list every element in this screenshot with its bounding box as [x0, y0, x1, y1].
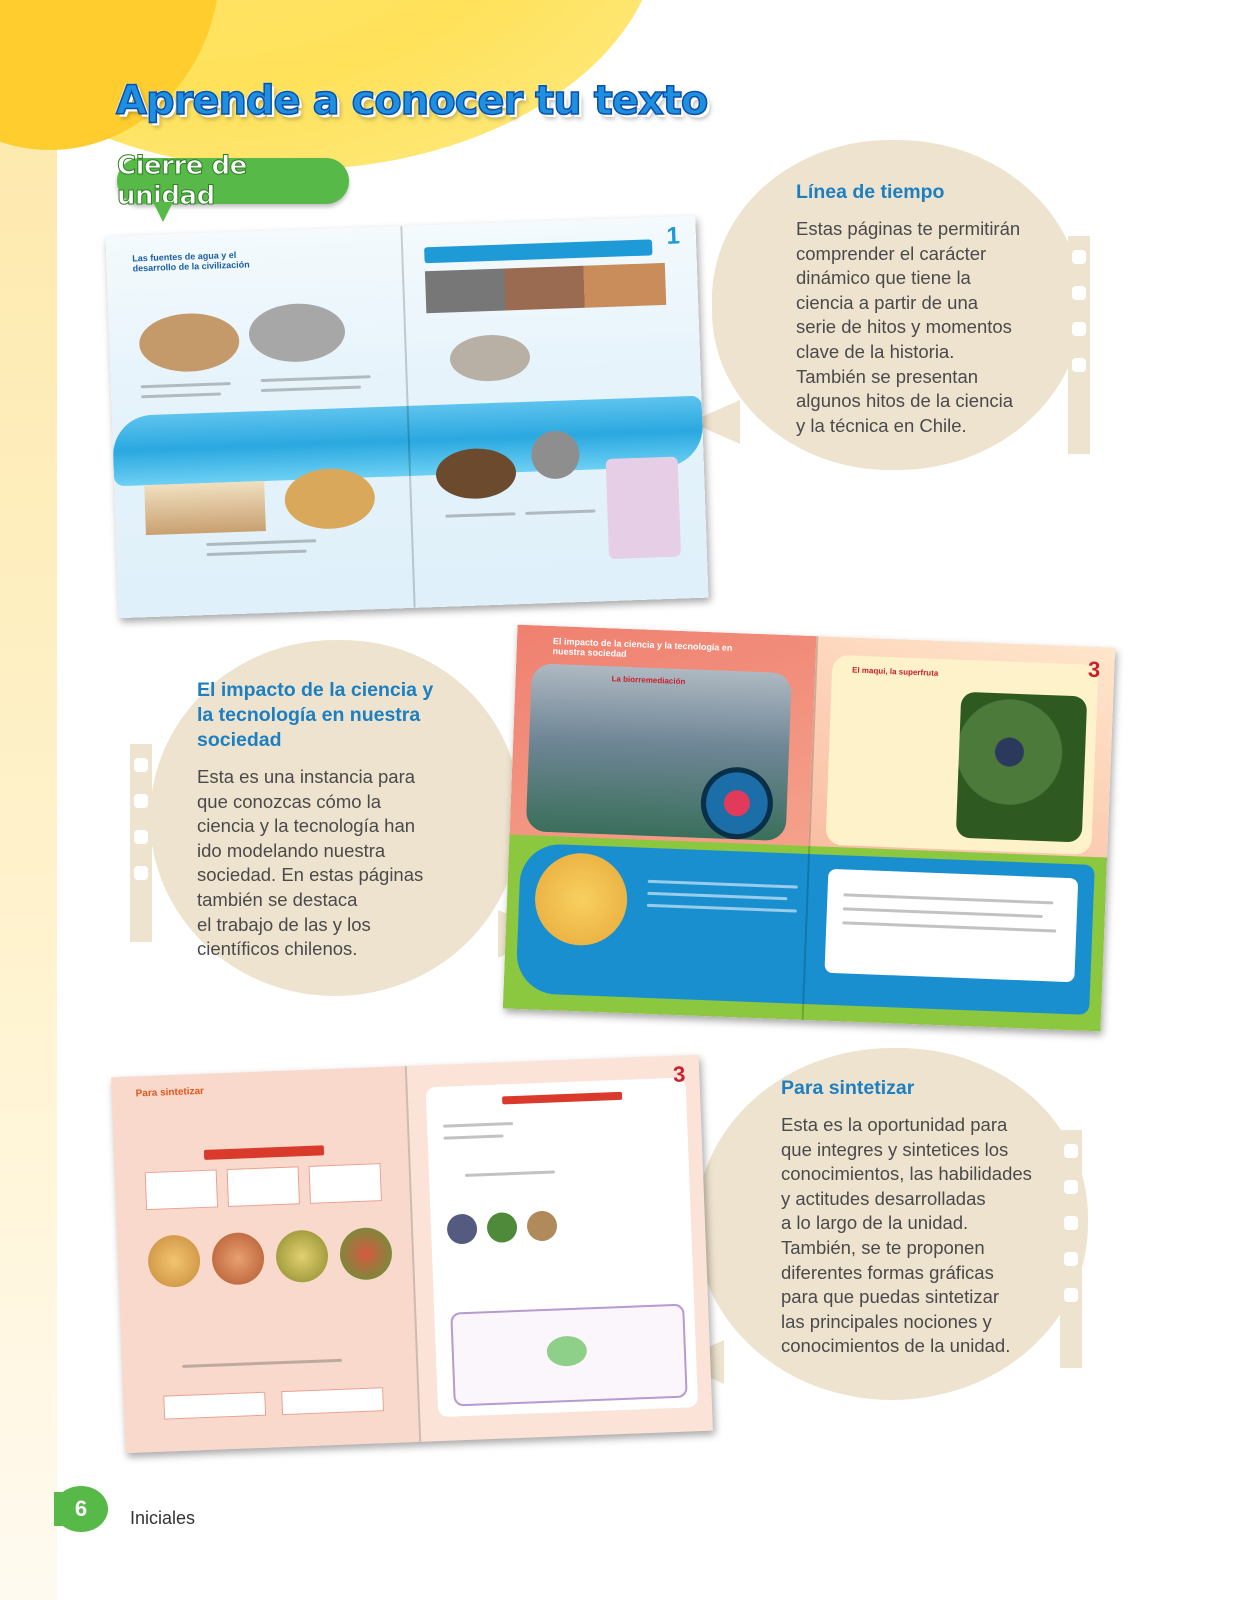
spread-left-title: El impacto de la ciencia y la tecnología en nuestra sociedad: [552, 636, 733, 659]
text-line: [206, 539, 316, 546]
callout-body: Esta es una instancia para que conozcas cómo la ciencia y la tecnología han ido modelando nuestra sociedad. En estas páginas también se destaca el trabajo de las y los científicos chilenos.: [197, 766, 424, 960]
concept-box: [145, 1169, 218, 1210]
spread-impact: [503, 625, 1115, 1032]
text-line: [261, 375, 371, 382]
spread-timeline: [106, 216, 709, 618]
callout-text-summary: [781, 1076, 1051, 1359]
callout-heading: Línea de tiempo: [796, 181, 945, 203]
torn-edge-timeline: [1068, 236, 1090, 454]
photo-pyramids: [144, 481, 266, 535]
unit-number: 3: [672, 1061, 686, 1087]
page-number: 6: [74, 1496, 88, 1521]
callout-heading: Para sintetizar: [781, 1077, 915, 1099]
photo-steam-engine: [435, 447, 517, 500]
photo-babylon: [138, 312, 240, 373]
concept-box: [309, 1163, 382, 1204]
chile-banner: [424, 239, 652, 263]
photo-aqueduct: [248, 302, 346, 363]
callout-body: Esta es la oportunidad para que integres y sintetices los conocimientos, las habilidades y actitudes desarrolladas a lo largo de la unidad. También, se te proponen diferentes formas gráficas para que puedas sintetizar las principales nociones y conocimientos de la unidad.: [781, 1114, 1032, 1357]
section-tag: [117, 151, 349, 211]
spread-left-title: Las fuentes de agua y el desarrollo de la civilización: [132, 249, 250, 274]
info-box: [606, 457, 681, 559]
text-line: [261, 386, 361, 392]
footer-section-label: Iniciales: [130, 1508, 196, 1528]
text-line: [207, 550, 307, 556]
torn-edge-summary: [1060, 1130, 1082, 1368]
photo-lake: [449, 334, 531, 383]
torn-edge-impact: [130, 744, 152, 942]
text-line: [525, 509, 595, 514]
photo-maqui: [956, 692, 1088, 843]
callout-heading: El impacto de la ciencia y la tecnología en nuestra sociedad: [197, 679, 434, 751]
concept-box: [281, 1387, 384, 1415]
callout-text-timeline: [796, 180, 1046, 438]
page-title: Aprende a conocer tu texto: [116, 78, 708, 124]
unit-number: 1: [666, 222, 681, 250]
text-line: [141, 382, 231, 388]
concept-box: [227, 1166, 300, 1207]
text-line: [445, 512, 515, 517]
callout-body: Estas páginas te permitirán comprender el carácter dinámico que tiene la ciencia a partir de una serie de hitos y momentos clave de la historia. También se presentan algunos hitos de la ciencia y la técnica en Chile.: [796, 218, 1021, 436]
photo-sprinkler: [531, 430, 581, 480]
spread-summary: [111, 1055, 713, 1453]
page-number-badge: [54, 1486, 108, 1532]
callout-text-impact: [197, 678, 467, 962]
section-tag-label: Cierre de unidad: [117, 151, 247, 211]
photo-strip: [425, 263, 666, 313]
text-line: [141, 392, 221, 398]
sidebar-strip: [0, 0, 57, 1600]
spread-left-title: Para sintetizar: [135, 1085, 205, 1100]
unit-number: 3: [1087, 656, 1101, 683]
spread-left-subtitle: La biorremediación: [611, 674, 686, 687]
spread-right-title: El maqui, la superfruta: [851, 665, 939, 678]
concept-box: [163, 1392, 266, 1420]
